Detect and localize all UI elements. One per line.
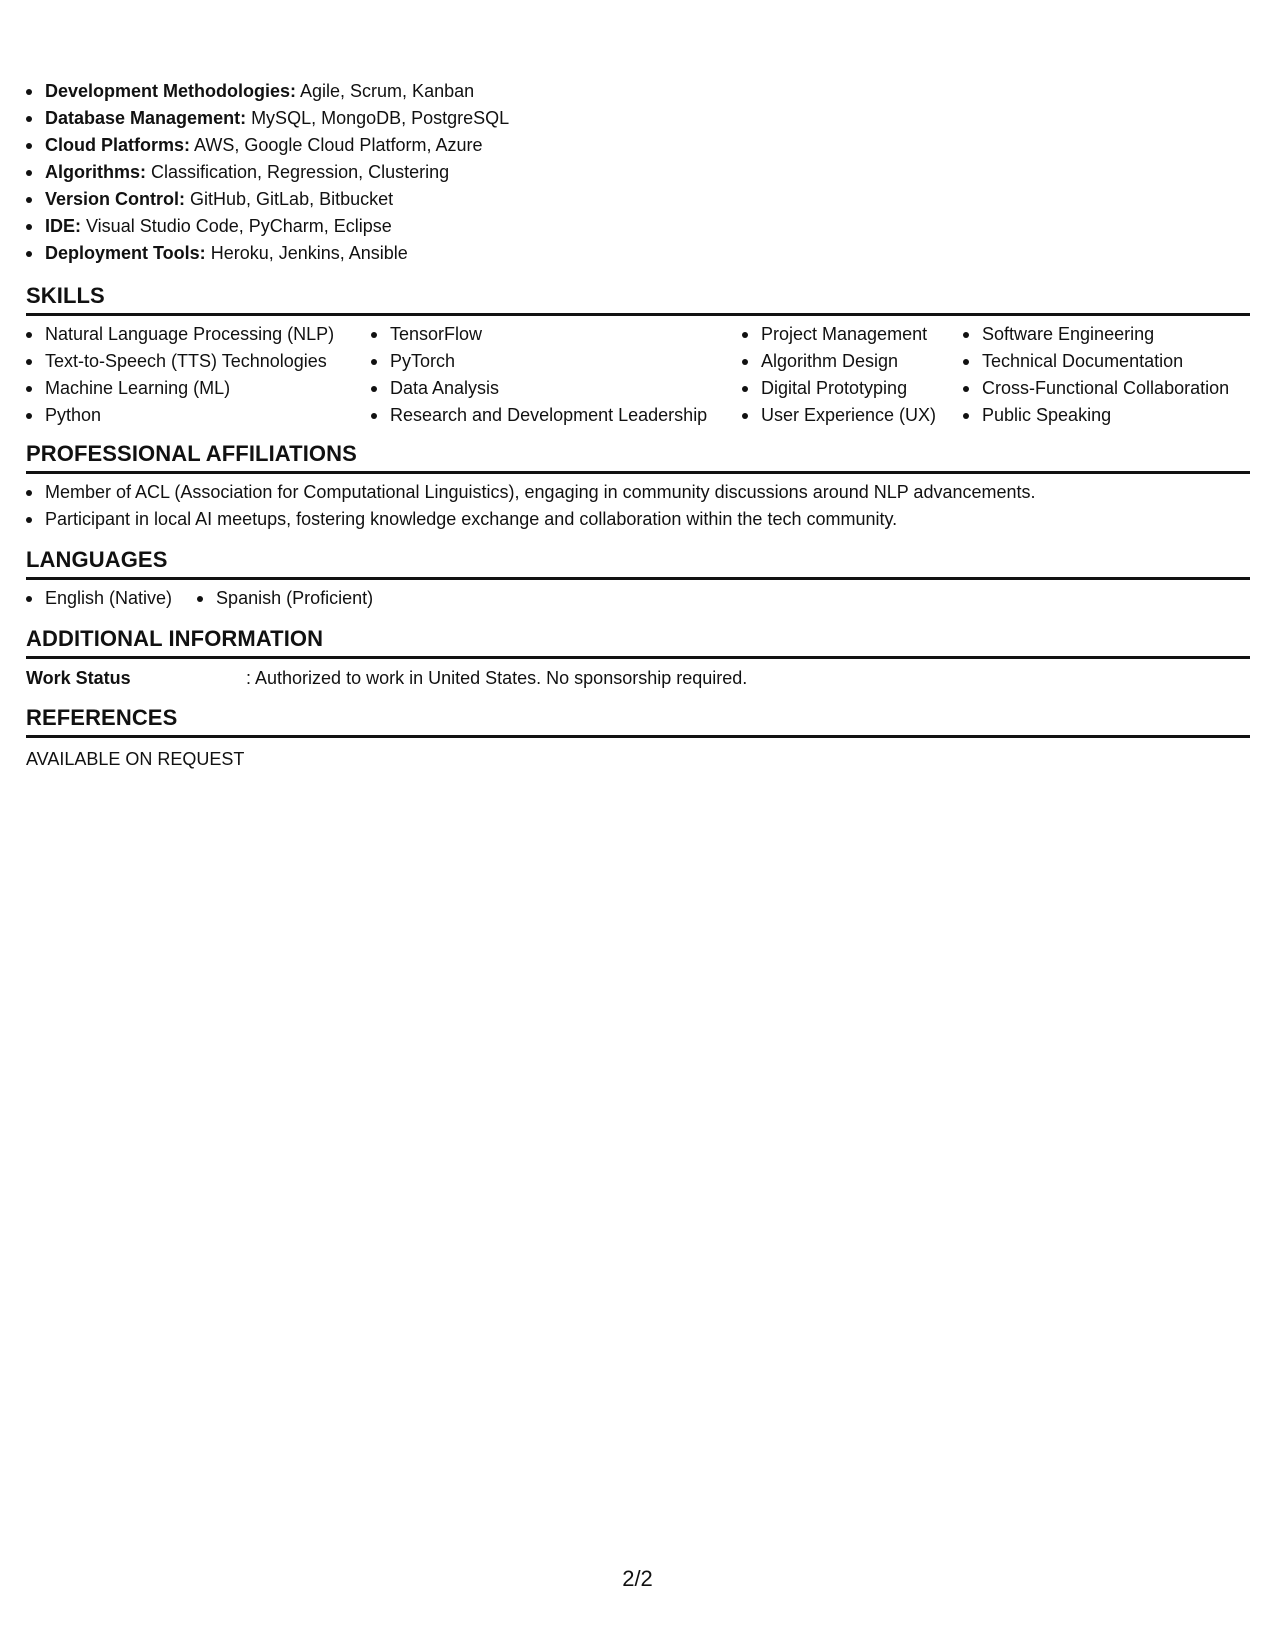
skill-item: Software Engineering — [963, 321, 1250, 348]
skills-column — [26, 321, 371, 429]
section-divider — [26, 735, 1250, 738]
skill-item: Digital Prototyping — [742, 375, 963, 402]
skills-column — [742, 321, 963, 429]
skill-category-value: AWS, Google Cloud Platform, Azure — [190, 135, 483, 155]
skill-item: User Experience (UX) — [742, 402, 963, 429]
additional-info-section — [26, 626, 1250, 691]
skill-item: Research and Development Leadership — [371, 402, 742, 429]
skill-category-value: Visual Studio Code, PyCharm, Eclipse — [81, 216, 392, 236]
skill-item: Project Management — [742, 321, 963, 348]
skill-category-label: Algorithms: — [45, 162, 146, 182]
list-item: Participant in local AI meetups, fostering knowledge exchange and collaboration within the tech community. — [26, 506, 1250, 533]
skill-item: Text-to-Speech (TTS) Technologies — [26, 348, 371, 375]
skill-item: Public Speaking — [963, 402, 1250, 429]
affiliations-section — [26, 441, 1250, 533]
section-divider — [26, 313, 1250, 316]
section-divider — [26, 471, 1250, 474]
list-item — [26, 240, 1250, 267]
references-section — [26, 705, 1250, 772]
skill-category-label: Deployment Tools: — [45, 243, 206, 263]
references-text: AVAILABLE ON REQUEST — [26, 749, 245, 769]
language-item: English (Native) — [26, 585, 172, 612]
skills-column — [963, 321, 1250, 429]
skill-category-value: Classification, Regression, Clustering — [146, 162, 450, 182]
list-item: Member of ACL (Association for Computational Linguistics), engaging in community discussions around NLP advancements. — [26, 479, 1250, 506]
section-divider — [26, 656, 1250, 659]
resume-page — [26, 78, 1250, 772]
skill-category-value: Heroku, Jenkins, Ansible — [205, 243, 408, 263]
skill-item: Data Analysis — [371, 375, 742, 402]
skills-column — [371, 321, 742, 429]
section-title-additional-info: ADDITIONAL INFORMATION — [26, 626, 324, 651]
skill-category-label: IDE: — [45, 216, 81, 236]
section-divider — [26, 577, 1250, 580]
skill-item: Cross-Functional Collaboration — [963, 375, 1250, 402]
list-item — [26, 105, 1250, 132]
skill-item: Technical Documentation — [963, 348, 1250, 375]
skills-grid — [26, 321, 1250, 429]
technical-skills-list — [26, 78, 1250, 267]
affiliations-list — [26, 479, 1250, 533]
skill-item: Natural Language Processing (NLP) — [26, 321, 371, 348]
languages-list — [26, 585, 1250, 612]
skill-category-value: Agile, Scrum, Kanban — [296, 81, 475, 101]
skill-item: Algorithm Design — [742, 348, 963, 375]
skill-item: PyTorch — [371, 348, 742, 375]
languages-section — [26, 547, 1250, 612]
list-item — [26, 213, 1250, 240]
skill-category-label: Development Methodologies: — [45, 81, 297, 101]
skill-category-label: Version Control: — [45, 189, 186, 209]
list-item — [26, 159, 1250, 186]
skill-item: Python — [26, 402, 371, 429]
list-item — [26, 78, 1250, 105]
section-title-references: REFERENCES — [26, 705, 178, 730]
skill-category-label: Database Management: — [45, 108, 247, 128]
section-title-affiliations: PROFESSIONAL AFFILIATIONS — [26, 441, 357, 466]
page-number: 2/2 — [622, 1566, 653, 1591]
skills-section — [26, 283, 1250, 429]
work-status-label: Work Status — [26, 668, 131, 688]
work-status-row — [26, 665, 1250, 691]
list-item — [26, 186, 1250, 213]
list-item — [26, 132, 1250, 159]
language-item: Spanish (Proficient) — [197, 585, 373, 612]
section-title-languages: LANGUAGES — [26, 547, 168, 572]
skill-category-value: MySQL, MongoDB, PostgreSQL — [246, 108, 510, 128]
skill-category-label: Cloud Platforms: — [45, 135, 191, 155]
skill-item: Machine Learning (ML) — [26, 375, 371, 402]
skill-item: TensorFlow — [371, 321, 742, 348]
skill-category-value: GitHub, GitLab, Bitbucket — [185, 189, 394, 209]
work-status-value: : Authorized to work in United States. No sponsorship required. — [246, 668, 748, 688]
section-title-skills: SKILLS — [26, 283, 105, 308]
